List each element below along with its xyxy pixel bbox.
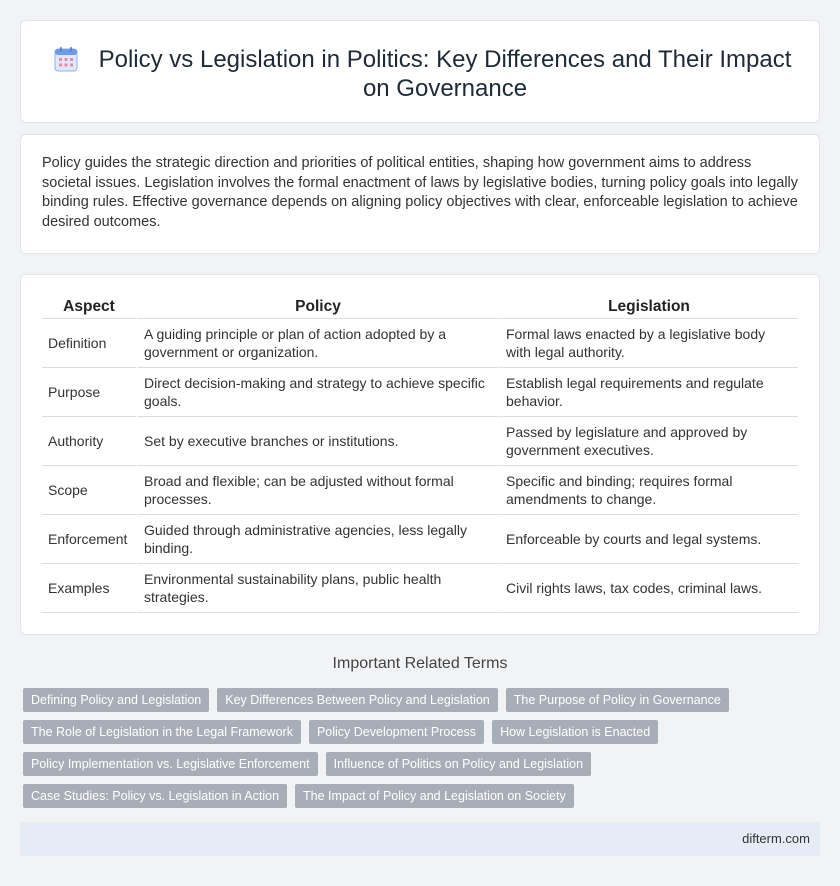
table-row xyxy=(42,564,798,613)
header-policy: Policy xyxy=(136,295,498,319)
related-term-tag[interactable]: Policy Development Process xyxy=(309,720,484,744)
table-row xyxy=(42,515,798,564)
comparison-table xyxy=(42,295,798,613)
related-term-tag[interactable]: Influence of Politics on Policy and Legislation xyxy=(326,752,591,776)
cell-legislation: Establish legal requirements and regulate behavior. xyxy=(498,368,798,417)
header-legislation: Legislation xyxy=(498,295,798,319)
related-term-tag[interactable]: The Purpose of Policy in Governance xyxy=(506,688,729,712)
cell-aspect: Enforcement xyxy=(42,515,136,564)
cell-policy: Broad and flexible; can be adjusted without formal processes. xyxy=(136,466,498,515)
header-card xyxy=(20,20,820,123)
related-term-tag[interactable]: Key Differences Between Policy and Legislation xyxy=(217,688,498,712)
cell-legislation: Formal laws enacted by a legislative body with legal authority. xyxy=(498,319,798,368)
related-term-tag[interactable]: How Legislation is Enacted xyxy=(492,720,658,744)
cell-policy: Set by executive branches or institutions. xyxy=(136,417,498,466)
cell-policy: A guiding principle or plan of action adopted by a government or organization. xyxy=(136,319,498,368)
related-term-tag[interactable]: Defining Policy and Legislation xyxy=(23,688,209,712)
related-term-tag[interactable]: The Role of Legislation in the Legal Framework xyxy=(23,720,301,744)
page-title: Policy vs Legislation in Politics: Key Differences and Their Impact on Governance xyxy=(98,46,792,102)
cell-legislation: Enforceable by courts and legal systems. xyxy=(498,515,798,564)
cell-legislation: Specific and binding; requires formal amendments to change. xyxy=(498,466,798,515)
intro-card xyxy=(20,134,820,254)
footer xyxy=(20,822,820,856)
table-row xyxy=(42,319,798,368)
cell-policy: Guided through administrative agencies, less legally binding. xyxy=(136,515,498,564)
cell-legislation: Passed by legislature and approved by government executives. xyxy=(498,417,798,466)
header-aspect: Aspect xyxy=(42,295,136,319)
footer-site-link[interactable]: difterm.com xyxy=(742,831,810,846)
comparison-table-card xyxy=(20,274,820,635)
intro-text: Policy guides the strategic direction and priorities of political entities, shaping how government aims to address societal issues. Legislation involves the formal enactment of laws by legislative bodies, turning policy goals into legally binding rules. Effective governance depends on aligning policy objectives with clear, enforceable legislation to achieve desired outcomes. xyxy=(42,155,799,230)
table-row xyxy=(42,368,798,417)
related-term-tag[interactable]: Policy Implementation vs. Legislative Enforcement xyxy=(23,752,318,776)
table-header-row xyxy=(42,295,798,319)
cell-aspect: Examples xyxy=(42,564,136,613)
cell-policy: Environmental sustainability plans, public health strategies. xyxy=(136,564,498,613)
table-row xyxy=(42,466,798,515)
related-term-tag[interactable]: Case Studies: Policy vs. Legislation in Action xyxy=(23,784,287,808)
cell-legislation: Civil rights laws, tax codes, criminal laws. xyxy=(498,564,798,613)
cell-aspect: Definition xyxy=(42,319,136,368)
related-terms-list xyxy=(23,688,813,808)
cell-aspect: Purpose xyxy=(42,368,136,417)
cell-policy: Direct decision-making and strategy to achieve specific goals. xyxy=(136,368,498,417)
related-terms-title: Important Related Terms xyxy=(332,655,508,672)
cell-aspect: Authority xyxy=(42,417,136,466)
table-row xyxy=(42,417,798,466)
calendar-icon xyxy=(54,46,78,72)
cell-aspect: Scope xyxy=(42,466,136,515)
related-term-tag[interactable]: The Impact of Policy and Legislation on Society xyxy=(295,784,574,808)
